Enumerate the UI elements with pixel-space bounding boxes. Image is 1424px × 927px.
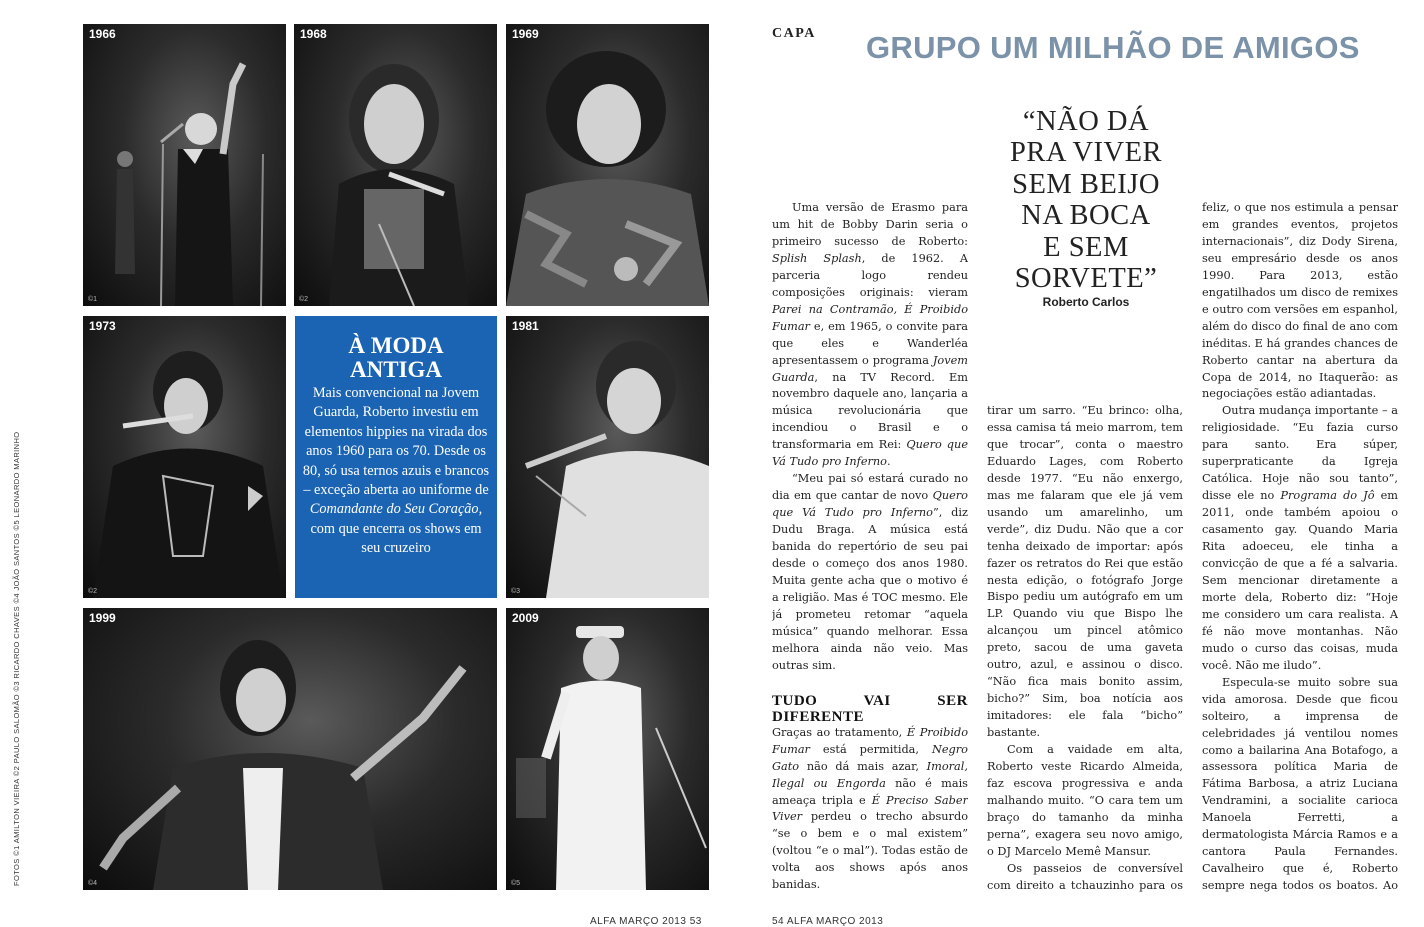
photo-credit-tag: ©5 xyxy=(511,880,521,887)
paragraph: feliz, o que nos estimula a pensar em grandes eventos, projetos internacionais”, diz Dody Sirena, seu empresário desde os anos 1990. Para 2013, estão engatilhados um disco de remixes e outro com versões em espanhol, além do disco do final de ano com inéditas. E há grandes chances de Roberto cantar na abertura da Copa de 2014, no Itaquerão: as negociações estão adiantadas. xyxy=(1202,201,1398,401)
singer-captain-image xyxy=(506,608,709,890)
photo-year-label: 1968 xyxy=(300,27,327,41)
singer-silhouette-image xyxy=(83,24,286,306)
sidebar-title: À MODA ANTIGA xyxy=(348,333,444,382)
paragraph: Uma versão de Erasmo para um hit de Bobby Darin seria o primeiro sucesso de Roberto: Splish Splash, de 1962. A parceria logo rendeu composições originais: vieram Parei na Contramão, É Proibido Fumar e, em 1965, o convite para que eles e Wanderléa apresentassem o programa Jovem Guarda, na TV Record. Em novembro daquele ano, lançaria a música revolucionária que incendiou o Brasil e o transformaria em Rei: Quero que Vá Tudo pro Inferno. xyxy=(772,201,968,469)
pull-quote-author: Roberto Carlos xyxy=(1042,295,1130,309)
singer-portrait-image xyxy=(506,24,709,306)
photo-credits: FOTOS ©1 AMILTON VIEIRA ©2 PAULO SALOMÃO ©3 RICARDO CHAVES ©4 JOÃO SANTOS ©5 LEONARDO MARINHO xyxy=(12,431,21,886)
photo-1969 xyxy=(506,24,709,306)
photo-credit-tag: ©1 xyxy=(88,296,98,303)
photo-year-label: 1973 xyxy=(89,319,116,333)
paragraph: Com a vaidade em alta, Roberto veste Ricardo Almeida, faz escova progressiva e anda malhando muito. “O cara tem um braço do tamanho da minha perna”, exagera seu novo amigo, o DJ Marcelo Memê Mansur. xyxy=(987,743,1183,858)
photo-credit-tag: ©2 xyxy=(88,588,98,595)
photo-1973 xyxy=(83,316,286,598)
footer-right-folio: 54 ALFA MARÇO 2013 xyxy=(772,916,884,927)
pull-quote: “NÃO DÁ PRA VIVER SEM BEIJO NA BOCA E SEM SORVETE” xyxy=(1009,106,1163,295)
photo-2009 xyxy=(506,608,709,890)
singer-portrait-image xyxy=(506,316,709,598)
singer-portrait-image xyxy=(83,608,497,890)
article-column-3 xyxy=(1202,200,1398,896)
section-label: CAPA xyxy=(772,26,816,41)
photo-credit-tag: ©2 xyxy=(299,296,309,303)
paragraph: Especula-se muito sobre sua vida amorosa. Desde que ficou solteiro, a imprensa de celebridades já ventilou nomes como a bailarina Ana Botafogo, a assessora política Maria de Fátima Barbosa, a atriz Luciana Vendramini, a socialite carioca Manoela Ferretti, a dermatologista Márcia Ramos e a cantora Paula Fernandes. Cavalheiro que é, Roberto sempre nega todos os boatos. Ao xyxy=(1202,675,1398,893)
photo-year-label: 1999 xyxy=(89,611,116,625)
sidebar-text: Mais convencional na Jovem Guarda, Roberto investiu em elementos hippies na virada dos anos 1960 para os 70. Desde os 80, só usa ternos azuis e brancos – exceção aberta ao uniforme de Comandante do Seu Coração, com que encerra os shows em seu cruzeiro xyxy=(302,385,490,557)
sidebar-box xyxy=(295,316,497,598)
photo-credit-tag: ©3 xyxy=(511,588,521,595)
singer-portrait-image xyxy=(294,24,497,306)
photo-1981 xyxy=(506,316,709,598)
footer-left-folio: ALFA MARÇO 2013 53 xyxy=(590,916,702,927)
photo-1968 xyxy=(294,24,497,306)
subheading: TUDO VAI SER DIFERENTE xyxy=(772,692,968,725)
photo-year-label: 2009 xyxy=(512,611,539,625)
article-column-2 xyxy=(987,403,1183,896)
banner-title: GRUPO UM MILHÃO DE AMIGOS xyxy=(866,30,1360,65)
paragraph: Outra mudança importante – a religiosidade. “Eu fazia curso para santo. Era súper, superpraticante da Igreja Católica. Hoje não sou tanto”, disse ele no Programa do Jô em 2011, onde também apoiou o casamento gay. Quando Maria Rita adoeceu, ele tinha a convicção de que a fé a salvaria. Sem mencionar diretamente a morte dela, Roberto diz: “Hoje me considero um cara realista. A fé não move montanhas. Não mudo o curso das coisas, muda você. Não me iludo”. xyxy=(1202,404,1398,672)
paragraph: “Meu pai só estará curado no dia em que cantar de novo Quero que Vá Tudo pro Inferno”, diz Dudu Braga. A música está banida do repertório de seu pai desde o começo dos anos 1980. Muita gente acha que o motivo é a religião. Mas é TOC mesmo. Ele já prometeu retomar “aquela música” quando melhorar. Essa melhora ainda não veio. Mas outras sim. xyxy=(772,472,968,672)
paragraph: tirar um sarro. “Eu brinco: olha, essa camisa tá meio marrom, tem que trocar”, conta o maestro Eduardo Lages, com Roberto desde 1977. “Eu não enxergo, mas me falaram que ele já vem usando um amarelinho, um verde”, diz Dudu. Não que a cor tenha deixado de importar: após fazer os retratos do Rei que estão nesta edição, o fotógrafo Jorge Bispo pediu um autógrafo em um LP. Quando viu que Bispo lhe alcançou um pincel atômico preto, sacou de uma gaveta outro, azul, e assinou o disco. “Não fica mais bonito assim, bicho?” Sim, boa notícia aos imitadores: ele fala “bicho” bastante. xyxy=(987,404,1183,740)
photo-year-label: 1981 xyxy=(512,319,539,333)
photo-year-label: 1966 xyxy=(89,27,116,41)
photo-1999 xyxy=(83,608,497,890)
paragraph xyxy=(772,894,968,896)
paragraph: Graças ao tratamento, É Proibido Fumar está permitida, Negro Gato não dá mais azar, Imoral, Ilegal ou Engorda não é mais ameaça tripla e É Preciso Saber Viver perdeu o trecho absurdo “se o bem e o mal existem” (voltou “e o mal”). Todas estão de volta aos shows após anos banidas. xyxy=(772,725,968,892)
singer-portrait-image xyxy=(83,316,286,598)
paragraph: Os passeios de conversível com direito a tchauzinho para os xyxy=(987,861,1183,892)
photo-year-label: 1969 xyxy=(512,27,539,41)
photo-1966 xyxy=(83,24,286,306)
photo-credit-tag: ©4 xyxy=(88,880,98,887)
article-column-1 xyxy=(772,200,968,896)
